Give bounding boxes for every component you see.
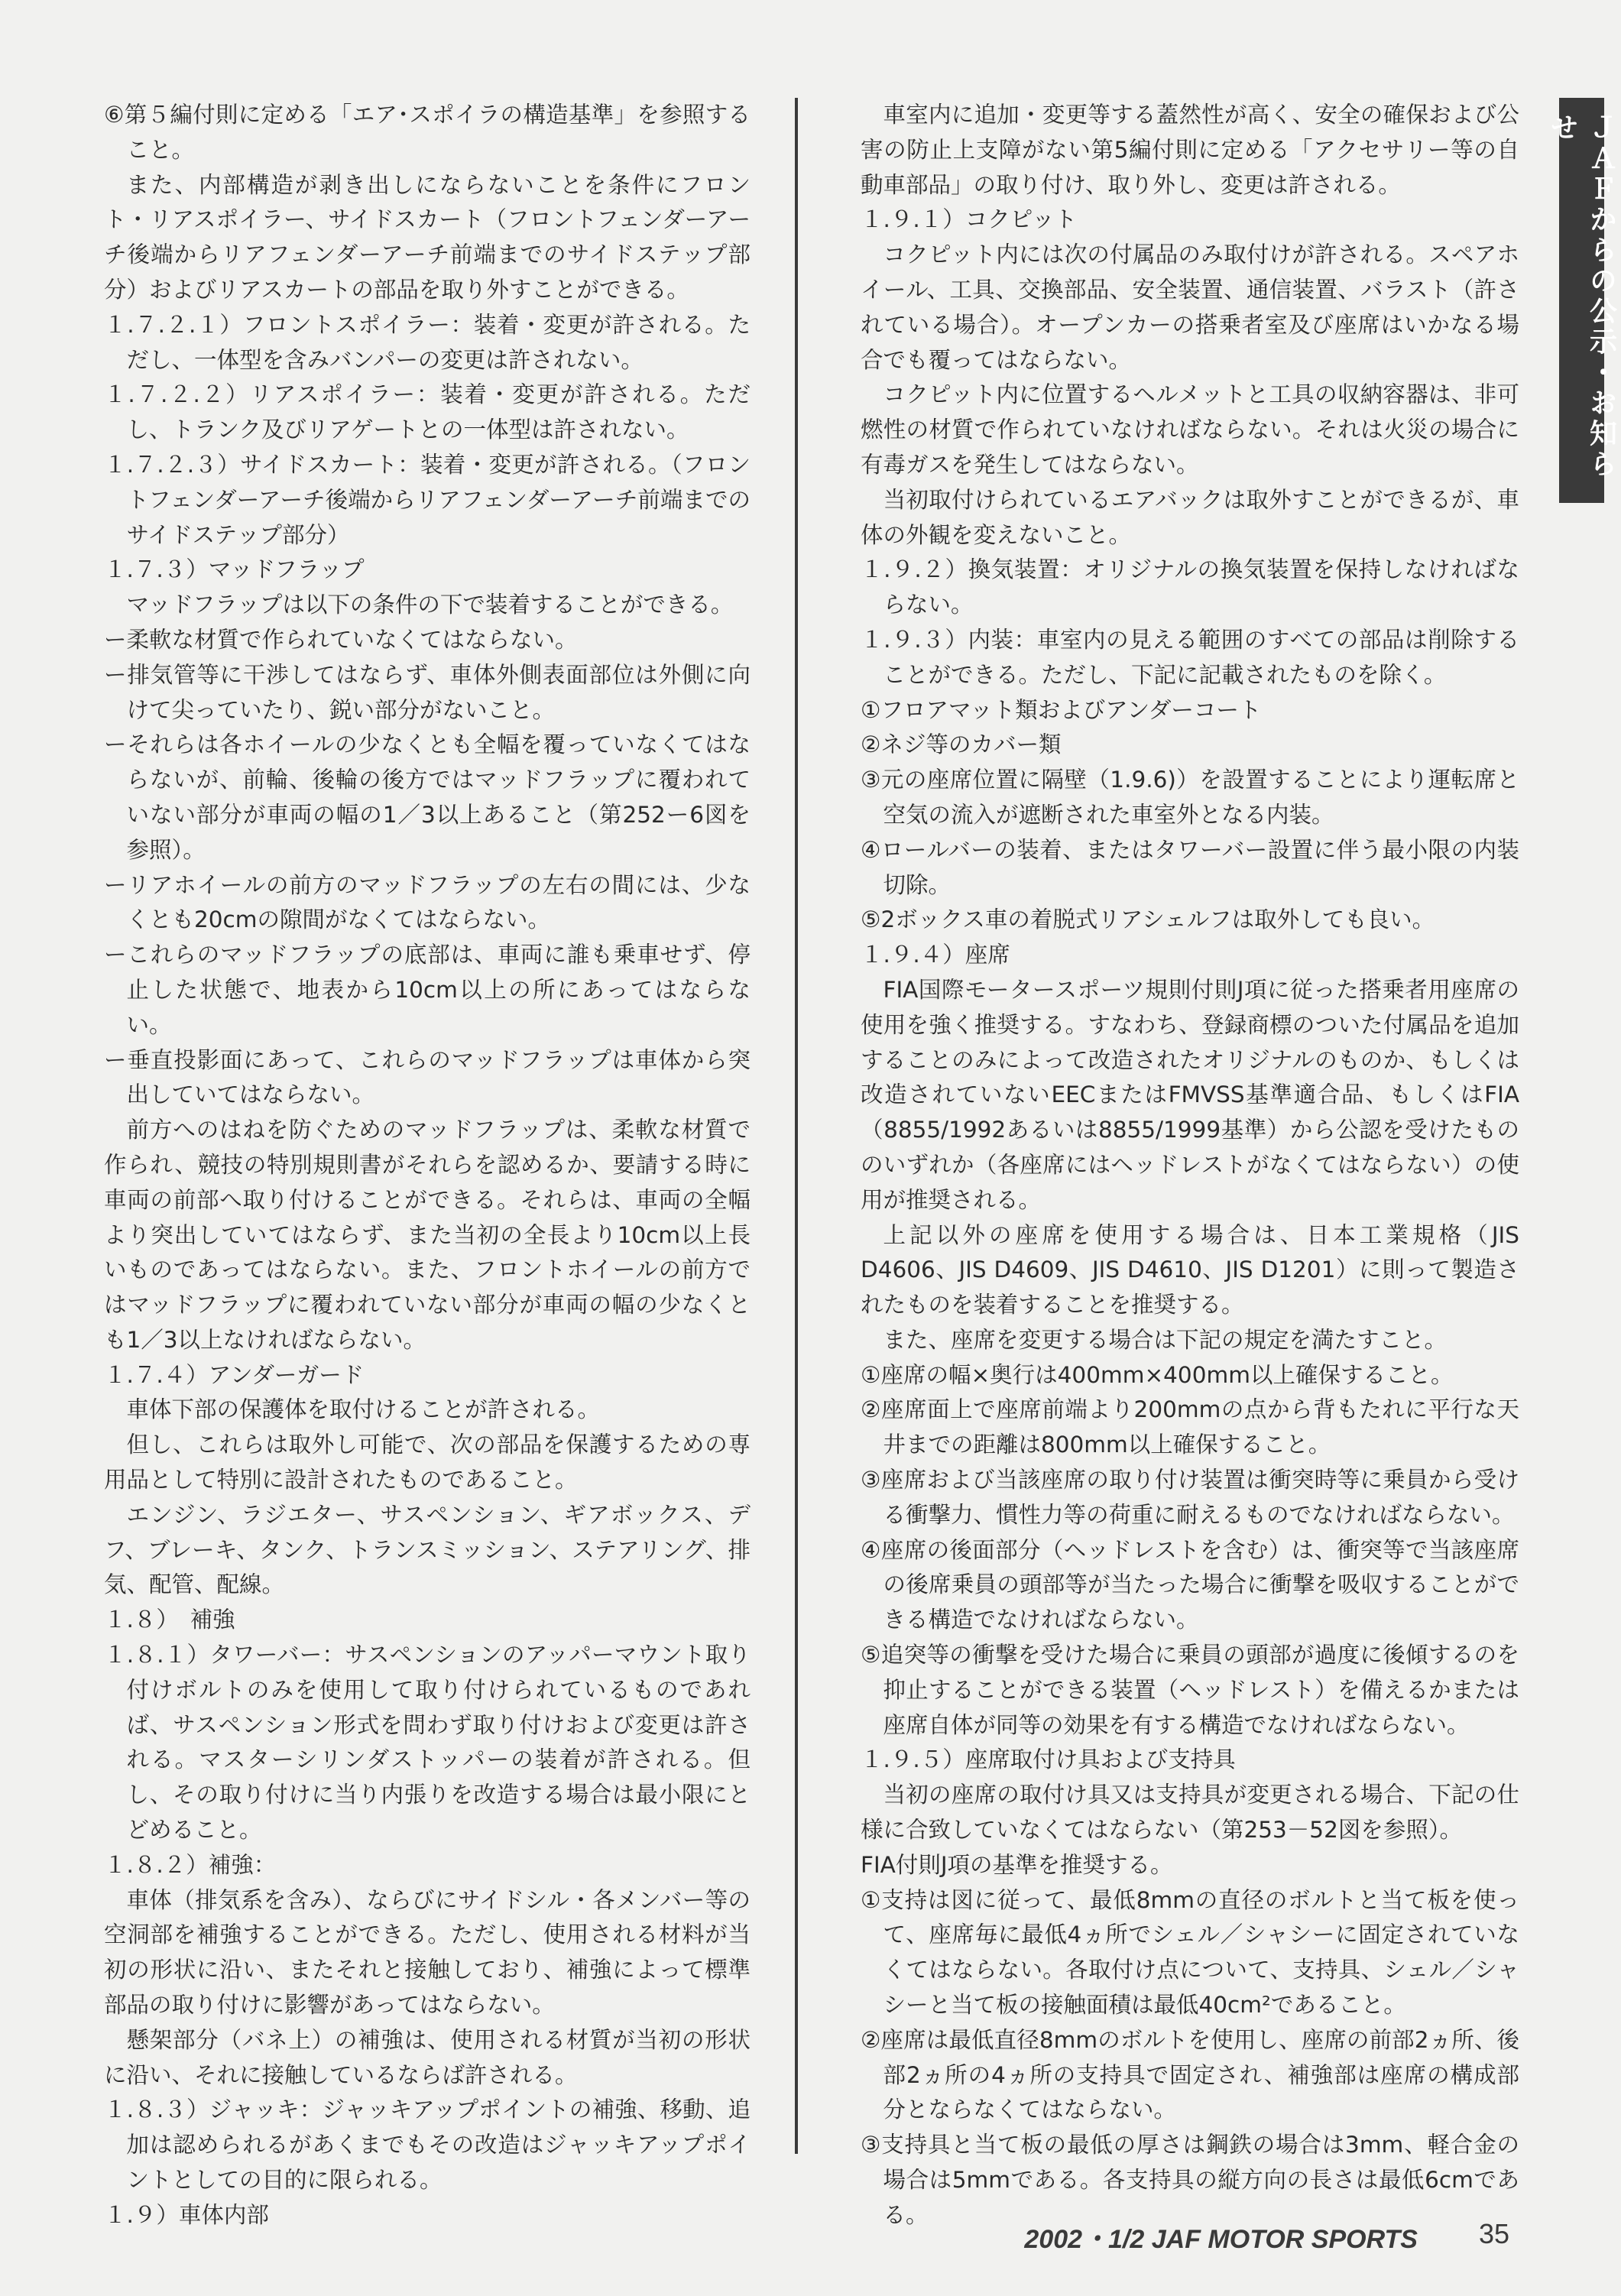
paragraph: FIA国際モータースポーツ規則付則J項に従った搭乗者用座席の使用を強く推奨する。すなわち、登録商標のついた付属品を追加することのみによって改造されたオリジナルのものか、もしくは改造されていないEECまたはFMVSS基準適合品、もしくはFIA（8855/1992あるいは8855/1999基準）から公認を受けたもののいずれか（各座席にはヘッドレストがなくてはならない）の使用が推奨される。 <box>861 976 1519 1213</box>
note-spoiler-standard: ⑥第５編付則に定める「エア･スポイラの構造基準」を参照すること。 <box>104 102 751 163</box>
paragraph: コクピット内には次の付属品のみ取付けが許される。スペアホイール、工具、交換部品、安全装置、通信装置、バラスト（許されている場合）。オープンカーの搭乗者室及び座席はいかなる場合でも覆ってはならない。 <box>861 242 1519 373</box>
list-item: ーそれらは各ホイールの少なくとも全幅を覆っていなくてはならないが、前輪、後輪の後方ではマッドフラップに覆われていない部分が車両の幅の1／3以上あること（第252ー6図を参照）。 <box>104 731 751 863</box>
list-item: ー排気管等に干渉してはならず、車体外側表面部位は外側に向けて尖っていたり、鋭い部分がないこと。 <box>104 661 751 723</box>
list-item: ③支持具と当て板の最低の厚さは鋼鉄の場合は3mm、軽合金の場合は5mmである。各支持具の縦方向の長さは最低6cmである。 <box>861 2132 1519 2228</box>
paragraph: マッドフラップは以下の条件の下で装着することができる。 <box>126 592 734 618</box>
list-item: ⑤2ボックス車の着脱式リアシェルフは取外しても良い。 <box>861 906 1435 933</box>
paragraph: コクピット内に位置するヘルメットと工具の収納容器は、非可燃性の材質で作られていなければならない。それは火災の場合に有毒ガスを発生してはならない。 <box>861 381 1519 478</box>
paragraph: また、座席を変更する場合は下記の規定を満たすこと。 <box>883 1326 1448 1353</box>
page-number: 35 <box>1478 2218 1509 2249</box>
section-1-9-3: １.９.３）内装：車室内の見える範囲のすべての部品は削除することができる。ただし、下記に記載されたものを除く。 <box>861 626 1519 688</box>
section-1-9-2: １.９.２）換気装置：オリジナルの換気装置を保持しなければならない。 <box>861 556 1519 618</box>
paragraph: FIA付則J項の基準を推奨する。 <box>861 1851 1173 1878</box>
section-heading-1-7-3: １.７.３）マッドフラップ <box>104 556 365 583</box>
list-item: ③座席および当該座席の取り付け装置は衝突時等に乗員から受ける衝撃力、慣性力等の荷重に耐えるものでなければならない。 <box>861 1467 1519 1528</box>
paragraph: 懸架部分（バネ上）の補強は、使用される材質が当初の形状に沿い、それに接触しているならば許される。 <box>104 2026 751 2088</box>
section-1-7-2-3: １.７.２.３）サイドスカート：装着・変更が許される。（フロントフェンダーアーチ後端からリアフェンダーアーチ前端までのサイドステップ部分） <box>104 451 751 548</box>
column-divider <box>795 98 798 2154</box>
paragraph: 但し、これらは取外し可能で、次の部品を保護するための専用品として特別に設計されたものであること。 <box>104 1432 751 1493</box>
paragraph: 車体（排気系を含み）、ならびにサイドシル・各メンバー等の空洞部を補強することができる。ただし、使用される材料が当初の形状に沿い、またそれと接触しており、補強によって標準部品の取り付けに影響があってはならない。 <box>104 1886 751 2019</box>
list-item: ①支持は図に従って、最低8mmの直径のボルトと当て板を使って、座席毎に最低4ヵ所でシェル／シャシーに固定されていなくてはならない。各取付け点について、支持具、シェル／シャシーと当て板の接触面積は最低40cm²であること。 <box>861 1886 1519 2019</box>
page-footer <box>0 2218 1604 2256</box>
paragraph: 当初の座席の取付け具又は支持具が変更される場合、下記の仕様に合致していなくてはならない（第253－52図を参照）。 <box>861 1782 1519 1844</box>
list-item: ②ネジ等のカバー類 <box>861 731 1062 758</box>
list-item: ④ロールバーの装着、またはタワーバー設置に伴う最小限の内装切除。 <box>861 836 1519 898</box>
list-item: ー柔軟な材質で作られていなくてはならない。 <box>104 626 578 653</box>
right-column <box>861 98 1519 2233</box>
list-item: ②座席面上で座席前端より200mmの点から背もたれに平行な天井までの距離は800mm以上確保すること。 <box>861 1396 1519 1458</box>
paragraph: 当初取付けられているエアバックは取外すことができるが、車体の外観を変えないこと。 <box>861 486 1519 548</box>
paragraph: 車体下部の保護体を取付けることが許される。 <box>126 1396 601 1423</box>
section-heading-1-9-5: １.９.５）座席取付け具および支持具 <box>861 1746 1236 1773</box>
section-heading-1-9: １.９）車体内部 <box>104 2201 269 2228</box>
section-tab-label: ＪＡＦからの公示・お知らせ <box>1546 113 1617 480</box>
section-heading-1-8: １.８） 補強 <box>104 1607 235 1633</box>
section-heading-1-8-2: １.８.２）補強： <box>104 1851 277 1878</box>
list-item: ⑤追突等の衝撃を受けた場合に乗員の頭部が過度に後傾するのを抑止することができる装置（ヘッドレスト）を備えるかまたは座席自体が同等の効果を有する構造でなければならない。 <box>861 1642 1519 1738</box>
section-1-8-1: １.８.１）タワーバー：サスペンションのアッパーマウント取り付けボルトのみを使用して取り付けられているものであれば、サスペンション形式を問わず取り付けおよび変更は許される。マスターシリンダストッパーの装着が許される。但し、その取り付けに当り内張りを改造する場合は最小限にとどめること。 <box>104 1642 751 1844</box>
section-heading-1-9-1: １.９.１）コクピット <box>861 206 1078 233</box>
section-1-7-2-2: １.７.２.２）リアスポイラー：装着・変更が許される。ただし、トランク及びリアゲートとの一体型は許されない。 <box>104 381 751 443</box>
list-item: ー垂直投影面にあって、これらのマッドフラップは車体から突出していてはならない。 <box>104 1046 751 1108</box>
paragraph: 上記以外の座席を使用する場合は、日本工業規格（JIS D4606、JIS D4609、JIS D4610、JIS D1201）に則って製造されたものを装着することを推奨する。 <box>861 1221 1519 1318</box>
section-tab <box>1546 98 1617 503</box>
list-item: ーリアホイールの前方のマッドフラップの左右の間には、少なくとも20cmの隙間がなくてはならない。 <box>104 871 751 933</box>
paragraph: 前方へのはねを防ぐためのマッドフラップは、柔軟な材質で作られ、競技の特別規則書がそれらを認めるか、要請する時に車両の前部へ取り付けることができる。それらは、車両の全幅より突出していてはならず、また当初の全長より10cm以上長いものであってはならない。また、フロントホイールの前方ではマッドフラップに覆われていない部分が車両の幅の少なくとも1／3以上なければならない。 <box>104 1117 751 1353</box>
section-1-7-2-1: １.７.２.１）フロントスポイラー：装着・変更が許される。ただし、一体型を含みバンパーの変更は許されない。 <box>104 311 751 373</box>
section-heading-1-7-4: １.７.４）アンダーガード <box>104 1361 365 1388</box>
paragraph: エンジン、ラジエター、サスペンション、ギアボックス、デフ、ブレーキ、タンク、トランスミッション、ステアリング、排気、配管、配線。 <box>104 1501 751 1598</box>
list-item: ②座席は最低直径8mmのボルトを使用し、座席の前部2ヵ所、後部2ヵ所の4ヵ所の支持具で固定され、補強部は座席の構成部分とならなくてはならない。 <box>861 2026 1519 2123</box>
list-item: ③元の座席位置に隔壁（1.9.6)）を設置することにより運転席と空気の流入が遮断された車室外となる内装。 <box>861 767 1519 828</box>
list-item: ーこれらのマッドフラップの底部は、車両に誰も乗車せず、停止した状態で、地表から10cm以上の所にあってはならない。 <box>104 942 751 1038</box>
section-1-8-3: １.８.３）ジャッキ：ジャッキアップポイントの補強、移動、追加は認められるがあくまでもその改造はジャッキアップポイントとしての目的に限られる。 <box>104 2097 751 2194</box>
left-column <box>104 98 751 2233</box>
list-item: ④座席の後面部分（ヘッドレストを含む）は、衝突等で当該座席の後席乗員の頭部等が当たった場合に衝撃を吸収することができる構造でなければならない。 <box>861 1536 1519 1633</box>
list-item: ①フロアマット類およびアンダーコート <box>861 696 1262 723</box>
paragraph: また、内部構造が剥き出しにならないことを条件にフロント・リアスポイラー、サイドスカート（フロントフェンダーアーチ後端からリアフェンダーアーチ前端までのサイドステップ部分）およびリアスカートの部品を取り外すことができる。 <box>104 171 751 303</box>
list-item: ①座席の幅×奥行は400mm×400mm以上確保すること。 <box>861 1361 1454 1388</box>
magazine-issue: 2002・1/2 JAF MOTOR SPORTS <box>1024 2225 1418 2254</box>
paragraph: 車室内に追加・変更等する蓋然性が高く、安全の確保および公害の防止上支障がない第5編付則に定める「アクセサリー等の自動車部品」の取り付け、取り外し、変更は許される。 <box>861 102 1519 198</box>
section-heading-1-9-4: １.９.４）座席 <box>861 942 1010 968</box>
